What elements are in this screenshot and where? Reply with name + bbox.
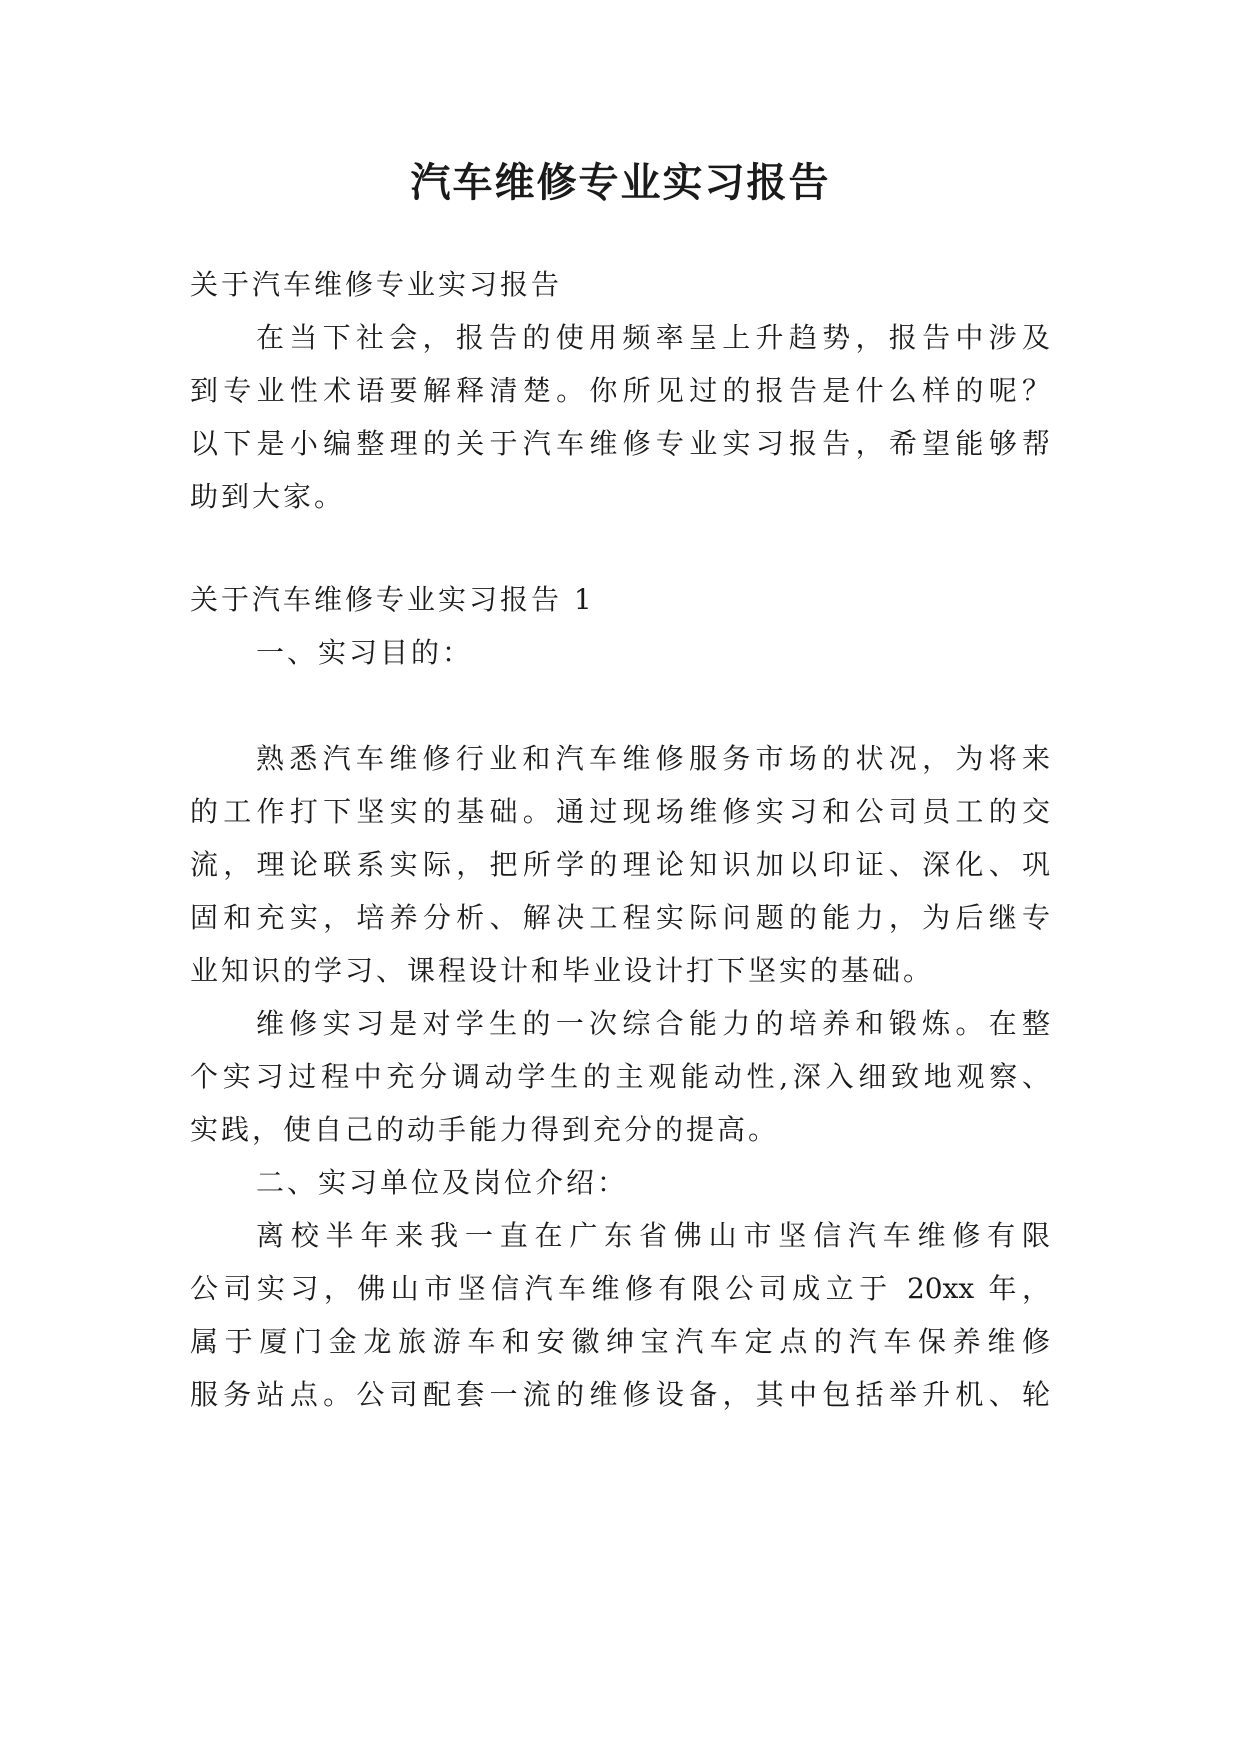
paragraph-line: 在当下社会，报告的使用频率呈上升趋势，报告中涉及 <box>256 321 1050 354</box>
paragraph-line: 流，理论联系实际，把所学的理论知识加以印证、深化、巩 <box>190 848 1050 881</box>
paragraph-line: 属于厦门金龙旅游车和安徽绅宝汽车定点的汽车保养维修 <box>190 1325 1050 1358</box>
paragraph-line: 服务站点。公司配套一流的维修设备，其中包括举升机、轮 <box>190 1378 1050 1411</box>
paragraph-line: 助到大家。 <box>190 480 346 513</box>
paragraph-line: 个实习过程中充分调动学生的主观能动性,深入细致地观察、 <box>190 1060 1050 1093</box>
paragraph-line: 固和充实，培养分析、解决工程实际问题的能力，为后继专 <box>190 901 1050 934</box>
document-title: 汽车维修专业实习报告 <box>410 159 831 206</box>
paragraph-line: 熟悉汽车维修行业和汽车维修服务市场的状况，为将来 <box>256 742 1050 775</box>
paragraph-line: 公司实习，佛山市坚信汽车维修有限公司成立于 20xx 年， <box>190 1272 1050 1305</box>
paragraph-line: 实践，使自己的动手能力得到充分的提高。 <box>190 1113 780 1146</box>
intro-heading: 关于汽车维修专业实习报告 <box>190 268 563 301</box>
report-heading: 关于汽车维修专业实习报告 1 <box>190 583 595 616</box>
paragraph-line: 以下是小编整理的关于汽车维修专业实习报告，希望能够帮 <box>190 427 1050 460</box>
paragraph-line: 维修实习是对学生的一次综合能力的培养和锻炼。在整 <box>256 1007 1050 1040</box>
paragraph-line: 业知识的学习、课程设计和毕业设计打下坚实的基础。 <box>190 954 935 987</box>
paragraph-line: 离校半年来我一直在广东省佛山市坚信汽车维修有限 <box>256 1219 1050 1252</box>
paragraph-line: 到专业性术语要解释清楚。你所见过的报告是什么样的呢？ <box>190 374 1050 407</box>
section-heading: 一、实习目的： <box>256 636 474 669</box>
section-heading: 二、实习单位及岗位介绍： <box>256 1166 629 1199</box>
paragraph-line: 的工作打下坚实的基础。通过现场维修实习和公司员工的交 <box>190 795 1050 828</box>
